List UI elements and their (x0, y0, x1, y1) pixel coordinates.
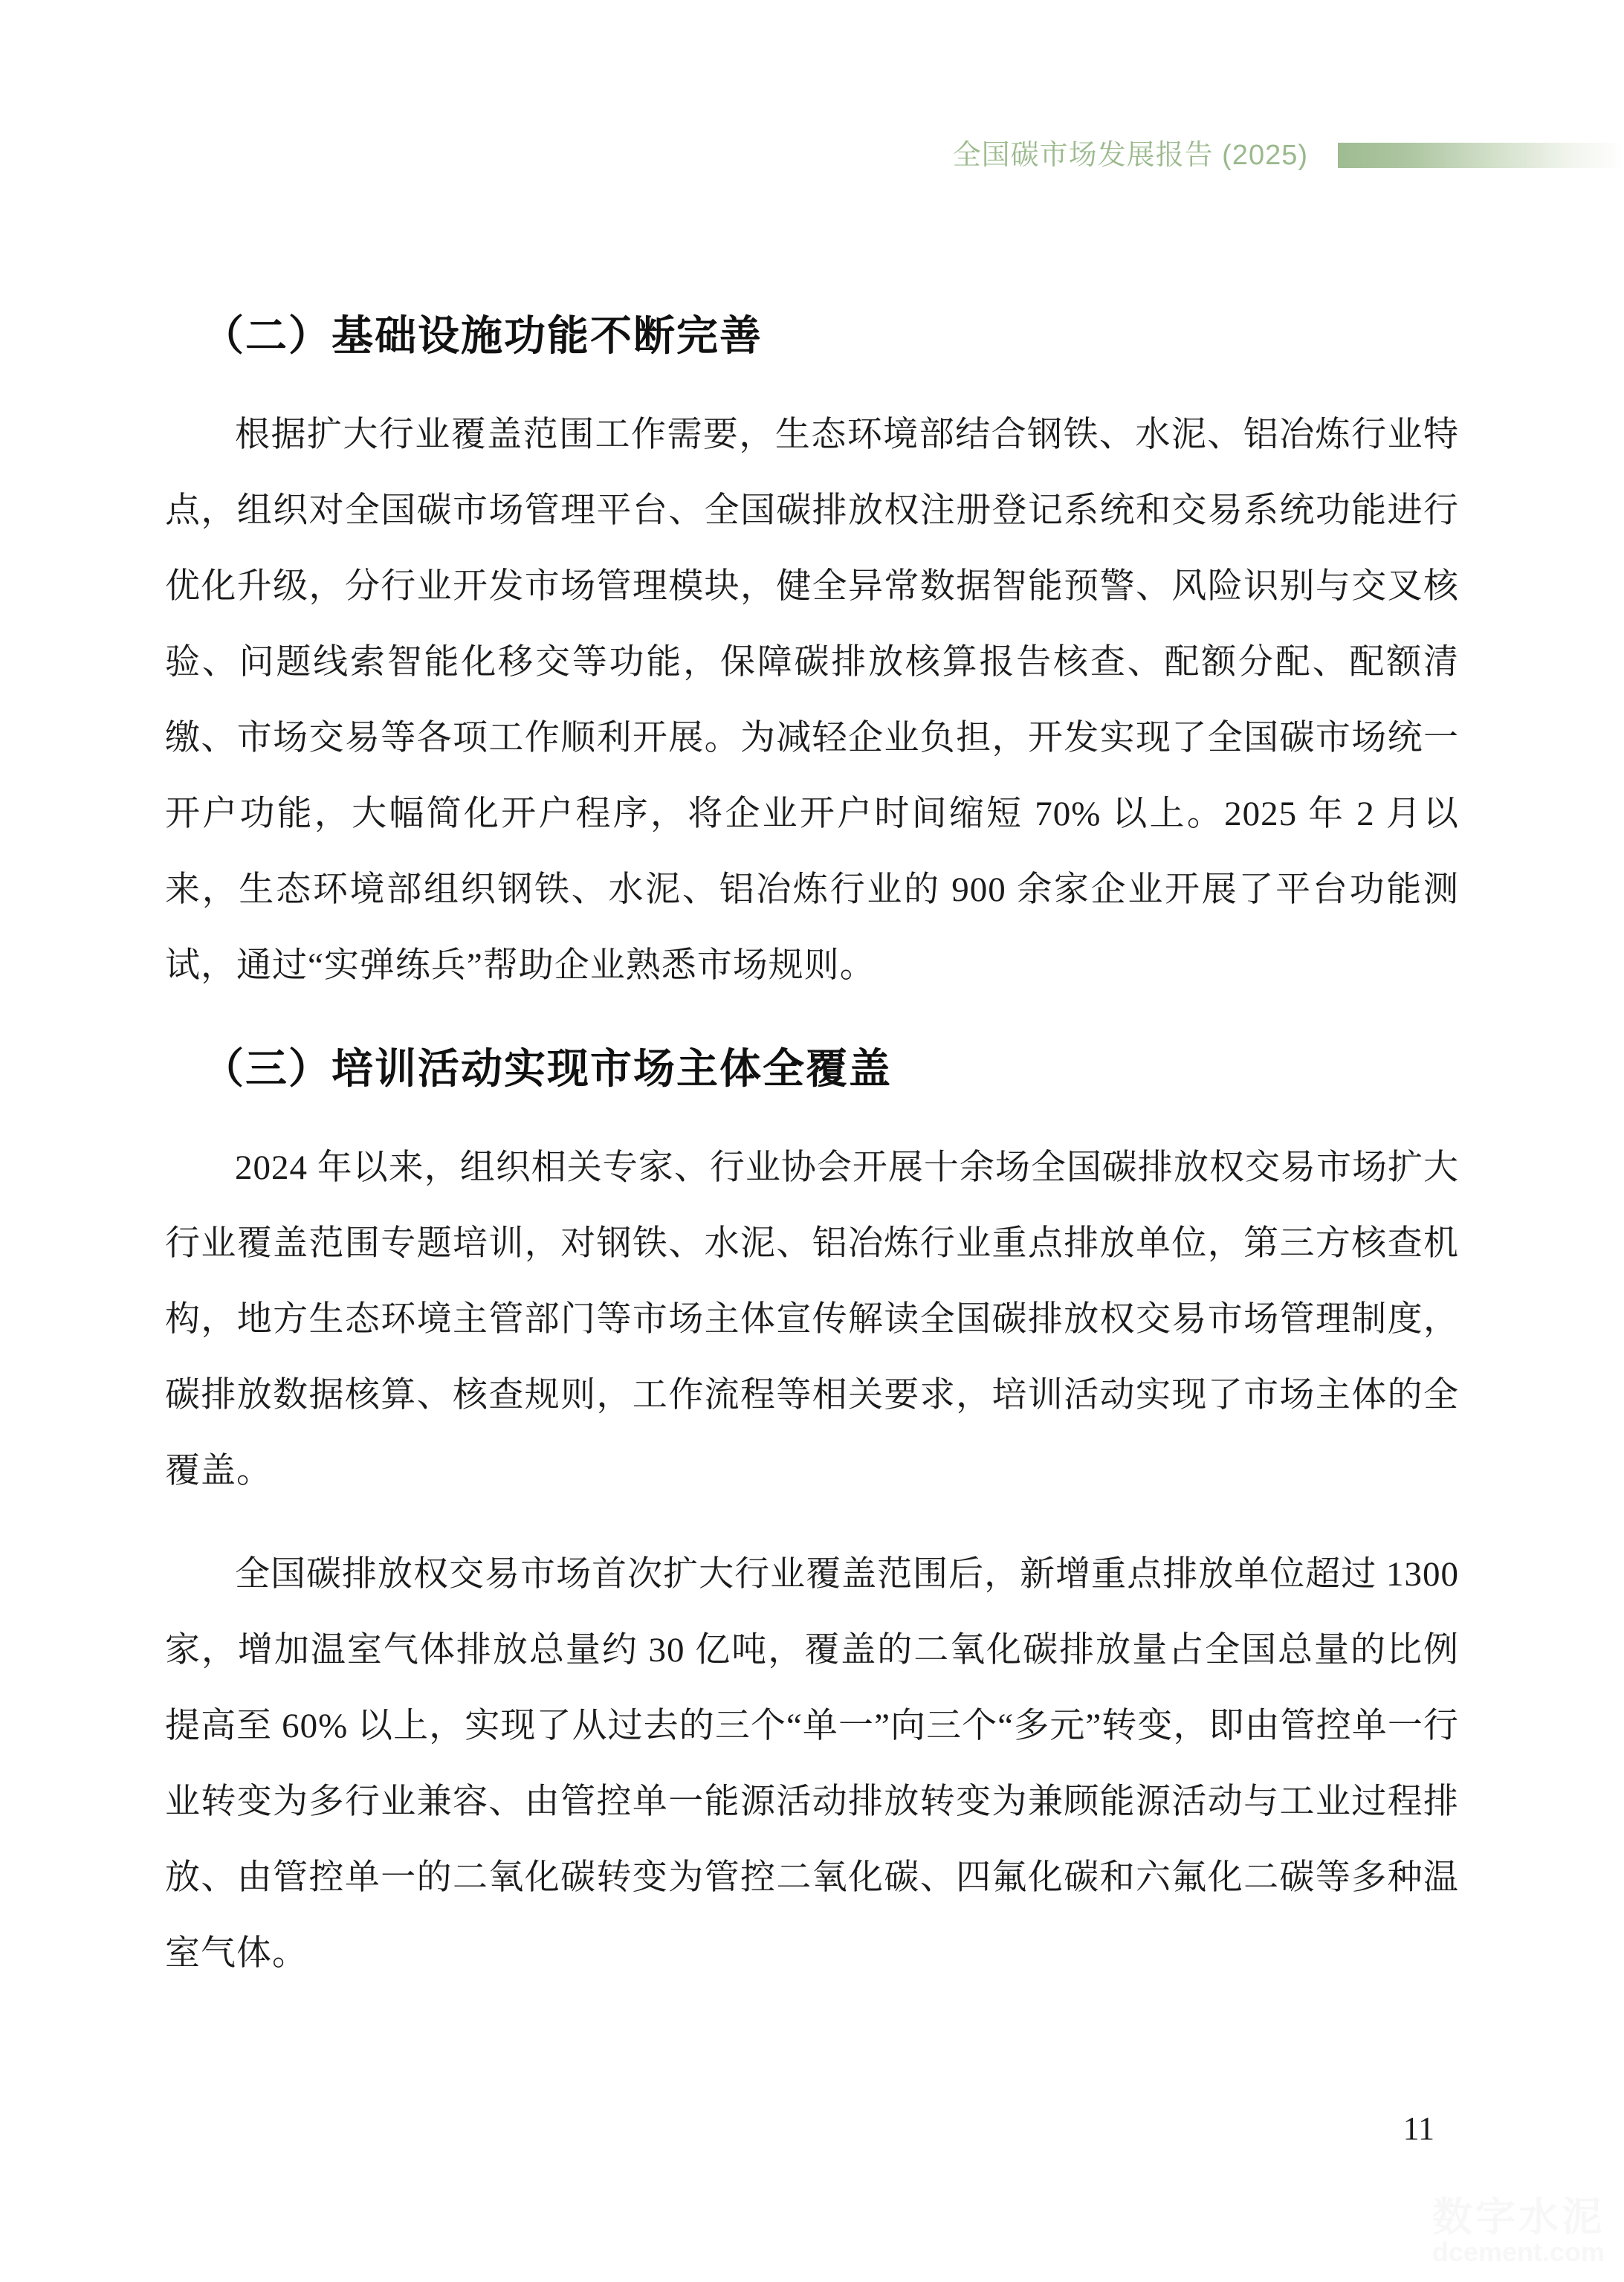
section-3-paragraph-2: 全国碳排放权交易市场首次扩大行业覆盖范围后，新增重点排放单位超过 1300 家，增加温室气体排放总量约 30 亿吨，覆盖的二氧化碳排放量占全国总量的比例提高至 60% 以上，实现了从过去的三个“单一”向三个“多元”转变，即由管控单一行业转变为多行业兼容、由管控单一能源活动排放转变为兼顾能源活动与工业过程排放、由管控单一的二氧化碳转变为管控二氧化碳、四氟化碳和六氟化二碳等多种温室气体。 (165, 1555, 1459, 1973)
section-2-paragraph-1: 根据扩大行业覆盖范围工作需要，生态环境部结合钢铁、水泥、铝冶炼行业特点，组织对全国碳市场管理平台、全国碳排放权注册登记系统和交易系统功能进行优化升级，分行业开发市场管理模块，健全异常数据智能预警、风险识别与交叉核验、问题线索智能化移交等功能，保障碳排放核算报告核查、配额分配、配额清缴、市场交易等各项工作顺利开展。为减轻企业负担，开发实现了全国碳市场统一开户功能，大幅简化开户程序，将企业开户时间缩短 70% 以上。2025 年 2 月以来，生态环境部组织钢铁、水泥、铝冶炼行业的 900 余家企业开展了平台功能测试，通过“实弹练兵”帮助企业熟悉市场规则。 (165, 416, 1459, 985)
page-number: 11 (1403, 2110, 1434, 2147)
header-accent-bar (1338, 143, 1624, 168)
watermark-url: dcement.com (1431, 2237, 1605, 2267)
watermark (1432, 2197, 1605, 2267)
section-heading-3: （三）培训活动实现市场主体全覆盖 (202, 1047, 892, 1093)
report-title: 全国碳市场发展报告 (2025) (952, 140, 1308, 171)
document-body (165, 171, 1459, 2019)
page-header (0, 138, 1624, 172)
section-heading-2: （二）基础设施功能不断完善 (202, 314, 763, 360)
section-3-paragraph-1: 2024 年以来，组织相关专家、行业协会开展十余场全国碳排放权交易市场扩大行业覆盖范围专题培训，对钢铁、水泥、铝冶炼行业重点排放单位，第三方核查机构，地方生态环境主管部门等市场主体宣传解读全国碳排放权交易市场管理制度，碳排放数据核算、核查规则，工作流程等相关要求，培训活动实现了市场主体的全覆盖。 (165, 1148, 1459, 1490)
watermark-title: 数字水泥 (1432, 2195, 1605, 2240)
